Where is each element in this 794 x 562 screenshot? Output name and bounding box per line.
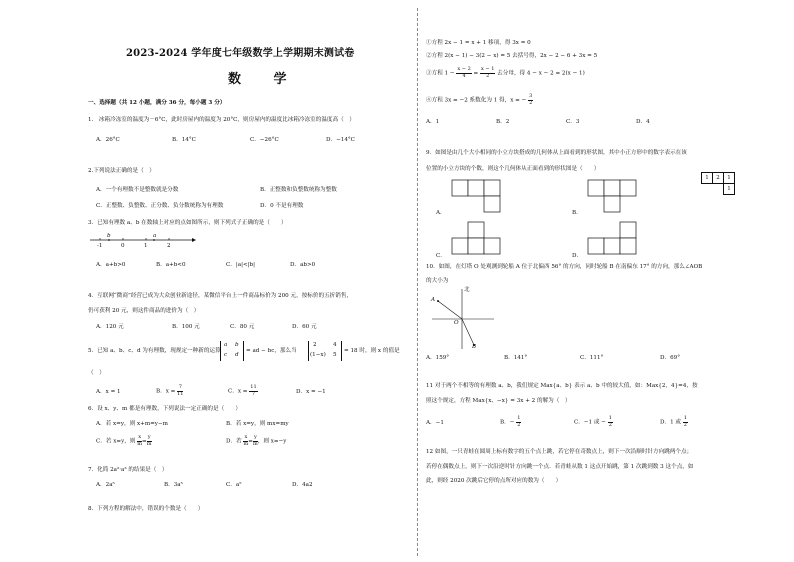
q1-option-d[interactable]: D．−14°C xyxy=(326,137,355,143)
q6-option-d-suffix: ，则 x=−y xyxy=(257,438,287,445)
q12-stem-line2: 若停在偶数点上，则下一次沿逆时针方向跳一个点．若青蛙从数 1 这点开始跳，第 1 次跳到数 3 这个点，如 xyxy=(426,464,694,470)
fraction-numerator: 1 xyxy=(517,415,521,421)
grid-cell: 1 xyxy=(702,173,713,184)
fraction-denominator: m xyxy=(243,440,249,447)
q7-option-a[interactable]: A．2a⁵ xyxy=(96,482,115,488)
fraction-denominator: 2 xyxy=(486,72,490,79)
q11-option-d-label: D．1 或 xyxy=(660,419,682,426)
q8-s3-prefix: ③方程 1 − xyxy=(426,70,455,77)
q3-tick-label: 0 xyxy=(121,243,125,249)
q5-option-b-fraction xyxy=(177,385,183,397)
q6-option-b[interactable]: B．若 x=y，则 mx=my xyxy=(226,421,289,427)
q3-tick-label: -1 xyxy=(97,243,103,249)
q11-option-b[interactable] xyxy=(500,416,521,428)
q9-top-view-grid xyxy=(701,172,735,195)
grid-cell-empty xyxy=(713,184,724,195)
q10-stem-line1: 10．如图，在灯塔 O 处观测到轮船 A 位于北偏西 56° 的方向，同时轮船 B 在南偏东 17° 的方向，那么∠AOB xyxy=(426,264,703,270)
q8-stem: 8．下列方程的解法中，错误的个数是（ ） xyxy=(88,506,204,512)
q9-shape-a xyxy=(452,180,512,216)
q3-option-b[interactable]: B．a+b<0 xyxy=(156,262,186,268)
q2-option-a[interactable]: A．一个有理数不是整数就是分数 xyxy=(96,187,179,193)
q8-statement-2: ②方程 2(x − 1) − 3(2 − x) = 5 去括号得，2x − 2 − 6 + 3x = 5 xyxy=(426,53,598,59)
q6-option-d-label: D．若 xyxy=(226,438,242,445)
fraction-denominator: 4 xyxy=(462,72,466,79)
q1-stem: 1. 冰箱冷冻室的温度为－6°C，此时房屋内的温度为 20°C，则房屋内的温度比冰箱冷冻室的温度高（ ） xyxy=(88,117,355,123)
q3-stem: 3．已知有理数 a、b 在数轴上对应的点如图所示，则下列式子正确的是（ ） xyxy=(88,220,287,226)
label-b: B xyxy=(472,344,477,350)
q3-tick-label: 1 xyxy=(144,243,148,249)
column-divider xyxy=(417,8,418,556)
q7-stem: 7．化简 2a²·a³ 的结果是（ ） xyxy=(88,467,168,473)
subject-title: 数 学 xyxy=(228,72,301,87)
fraction xyxy=(683,416,688,428)
q7-option-c[interactable]: C．a⁵ xyxy=(226,482,242,488)
q11-option-c[interactable] xyxy=(574,416,613,428)
fraction-denominator: m xyxy=(146,440,152,447)
q4-stem-line1: 4．互联网“微商”经营已成为大众创业新途径，某微信平台上一件商品标价为 200 元，按标价的五折销售， xyxy=(88,293,353,299)
fraction-numerator: y xyxy=(147,434,151,440)
q10-option-a[interactable]: A．159° xyxy=(426,355,450,361)
q9-shape-d xyxy=(588,222,648,258)
q1-option-b[interactable]: B．14°C xyxy=(172,137,196,143)
q5-stem-pre: 5．已知 a、b、c、d 为有理数，现规定一种新的运算 xyxy=(88,348,221,354)
fraction xyxy=(456,67,471,79)
q8-option-d[interactable]: D．4 xyxy=(636,119,650,125)
fraction xyxy=(243,435,248,447)
q3-point-a: a xyxy=(153,233,157,239)
q9-option-a[interactable]: A． xyxy=(436,210,446,216)
fraction-numerator: x xyxy=(138,434,142,440)
fraction-denominator: m xyxy=(253,440,258,447)
q6-stem: 6．设 x、y、m 都是有理数，下列说法一定正确的是（ ） xyxy=(88,406,241,412)
q4-option-d[interactable]: D．60 元 xyxy=(292,324,317,330)
q9-option-b[interactable]: B． xyxy=(572,210,582,216)
q5-option-b-label: B．x = xyxy=(156,388,176,395)
q11-stem-line1: 11 对于两个不相等的有理数 a、b，我们规定 Max{a、b} 表示 a、b 中的较大值，如：Max{2，4}=4，按 xyxy=(426,383,698,389)
q12-stem-line3: 此，则经 2020 次跳后它停的点所对应的数为（ ） xyxy=(426,478,562,484)
q5-m1-c: c xyxy=(224,352,228,358)
q5-option-d[interactable]: D．x = −1 xyxy=(296,389,326,395)
q8-s4-prefix: ④方程 3x = −2 系数化为 1 得，x = − xyxy=(426,97,527,104)
q4-option-a[interactable]: A．120 元 xyxy=(96,324,124,330)
q10-option-b[interactable]: B．141° xyxy=(504,355,528,361)
q5-option-b[interactable] xyxy=(156,385,183,397)
q8-option-b[interactable]: B．2 xyxy=(496,119,510,125)
q10-option-d[interactable]: D．69° xyxy=(660,355,680,361)
q8-option-c[interactable]: C．3 xyxy=(566,119,580,125)
fraction xyxy=(528,94,533,106)
q11-option-b-label: B．− xyxy=(500,419,515,426)
q9-shape-b xyxy=(588,180,648,216)
q2-option-c[interactable]: C．正整数、负整数、正分数、负分数统称为有理数 xyxy=(96,203,224,209)
q1-option-c[interactable]: C．−26°C xyxy=(250,137,279,143)
fraction-numerator: 1 xyxy=(683,415,687,421)
q5-m2-b: 4 xyxy=(333,342,337,348)
q6-option-a[interactable]: A．若 x=y，则 x+m=y−m xyxy=(96,421,168,427)
q7-option-d[interactable]: D．4a2 xyxy=(292,482,313,488)
fraction-numerator: x − 1 xyxy=(481,66,495,72)
fraction xyxy=(147,435,152,447)
grid-cell: 1 xyxy=(724,184,735,195)
section-heading: 一、选择题（共 12 小题，满分 36 分，每小题 3 分） xyxy=(88,100,226,106)
fraction xyxy=(516,416,521,428)
q4-stem-line2: 仍可获利 20 元，则这件商品的进价为（ ） xyxy=(88,308,200,314)
q9-option-d[interactable]: D． xyxy=(572,253,583,259)
q11-option-d[interactable] xyxy=(660,416,688,428)
q11-stem-line2: 照这个规定，方程 Max{x、−x} = 3x + 2 的解为（ ） xyxy=(426,398,571,404)
fraction xyxy=(480,67,495,79)
q6-option-c-label: C．若 x=y，则 xyxy=(96,438,136,445)
q5-definition: = ad − bc，那么当 xyxy=(246,348,297,354)
q5-option-c-label: C．x = xyxy=(228,388,248,395)
grid-cell: 1 xyxy=(724,173,735,184)
fraction xyxy=(608,416,613,428)
q11-option-c-label: C．−1 或 − xyxy=(574,419,606,426)
page-title: 2023-2024 学年度七年级数学上学期期末测试卷 xyxy=(126,48,355,59)
q3-option-d[interactable]: D．ab>0 xyxy=(290,262,316,268)
q6-option-c[interactable]: C．若 x=y，则 $\frac{x}{m}$ = $\frac{y}{m}$ xyxy=(96,434,152,447)
q5-m1-d: d xyxy=(235,352,239,358)
north-label: 北 xyxy=(464,287,470,293)
q8-statement-1: ①方程 2x − 1 = x + 1 移项，得 3x = 0 xyxy=(426,40,531,46)
right-column xyxy=(424,0,754,562)
q8-statement-4 xyxy=(426,94,533,106)
fraction-numerator: 1 xyxy=(608,415,612,421)
q5-paren: （ ） xyxy=(88,370,105,376)
fraction-numerator: x xyxy=(244,434,248,440)
label-o: O xyxy=(454,320,459,326)
q9-shape-c xyxy=(452,222,512,258)
q5-option-a[interactable]: A．x = 1 xyxy=(96,389,121,395)
q3-point-b: b xyxy=(107,233,111,239)
fraction-numerator: 7 xyxy=(178,384,182,390)
equals-sign: = xyxy=(473,70,479,77)
q10-option-c[interactable]: C．111° xyxy=(580,355,604,361)
q5-m2-d: 5 xyxy=(333,352,337,358)
q3-option-c[interactable]: C．|a|<|b| xyxy=(226,262,256,268)
grid-cell: 2 xyxy=(713,173,724,184)
q5-m2-c: (1−x) xyxy=(310,352,326,358)
fraction-denominator: 2 xyxy=(529,99,533,106)
q5-m1-b: b xyxy=(235,342,239,348)
fraction-denominator: 2 xyxy=(608,421,612,428)
fraction-denominator: m xyxy=(137,440,142,447)
q1-option-a[interactable]: A．26°C xyxy=(96,137,120,143)
q8-statement-3 xyxy=(426,67,585,79)
q3-option-a[interactable]: A．a+b>0 xyxy=(96,262,126,268)
grid-cell-empty xyxy=(702,184,713,195)
q5-matrix-def xyxy=(220,341,244,361)
q9-option-c[interactable]: C． xyxy=(436,253,446,259)
fraction-denominator: 2 xyxy=(683,421,687,428)
fraction-numerator: 11 xyxy=(250,384,257,390)
q5-option-c[interactable] xyxy=(228,385,258,397)
q10-stem-line2: 的大小为 xyxy=(426,278,449,284)
fraction-denominator: 7 xyxy=(251,390,256,397)
fraction-numerator: 3 xyxy=(529,93,533,99)
left-column xyxy=(80,0,410,562)
q2-option-d[interactable]: D．0 不是有理数 xyxy=(260,203,304,209)
q5-option-c-fraction xyxy=(249,385,257,397)
q9-stem-line2: 位置的小立方块的个数，则这个几何体从正面看到的形状图是（ ） xyxy=(426,166,600,172)
fraction-denominator: 2 xyxy=(517,421,521,428)
q5-stem-post: = 18 时，则 x 的值是 xyxy=(344,348,400,354)
fraction-numerator: y xyxy=(253,434,257,440)
q11-option-a[interactable]: A．−1 xyxy=(426,420,444,426)
q5-m2-a: 2 xyxy=(313,342,317,348)
q4-option-c[interactable]: C．80 元 xyxy=(230,324,255,330)
q8-option-a[interactable]: A．1 xyxy=(426,119,440,125)
label-a: A xyxy=(431,297,436,303)
fraction-denominator: 11 xyxy=(177,390,184,397)
q4-option-b[interactable]: B．100 元 xyxy=(172,324,200,330)
number-line-figure xyxy=(88,232,198,252)
q5-matrix-value xyxy=(308,341,342,361)
q12-stem-line1: 12 如图，一只青蛙在圆周上标有数字的五个点上跳，若它停在奇数点上，则下一次沿顺时针方向跳两个点； xyxy=(426,449,693,455)
q6-option-d[interactable]: D．若 $\frac{x}{m}$ = $\frac{y}{m}$ ，则 x=−y xyxy=(226,434,287,447)
q2-option-b[interactable]: B．正整数和负整数统称为整数 xyxy=(260,187,337,193)
q8-s3-suffix: 去分母，得 4 − x − 2 = 2(x − 1) xyxy=(497,70,585,77)
fraction xyxy=(137,435,142,447)
q2-stem: 2.下列说法正确的是（ ） xyxy=(88,168,155,174)
q5-m1-a: a xyxy=(224,342,228,348)
compass-figure xyxy=(430,287,500,355)
q3-tick-label: 2 xyxy=(167,243,171,249)
q9-stem-line1: 9．如图是由几个大小相同的小立方块搭成的几何体从上面看到的形状图，其中小正方形中的数字表示在该 xyxy=(426,150,687,156)
q7-option-b[interactable]: B．3a⁵ xyxy=(164,482,183,488)
fraction-numerator: x − 2 xyxy=(457,66,471,72)
